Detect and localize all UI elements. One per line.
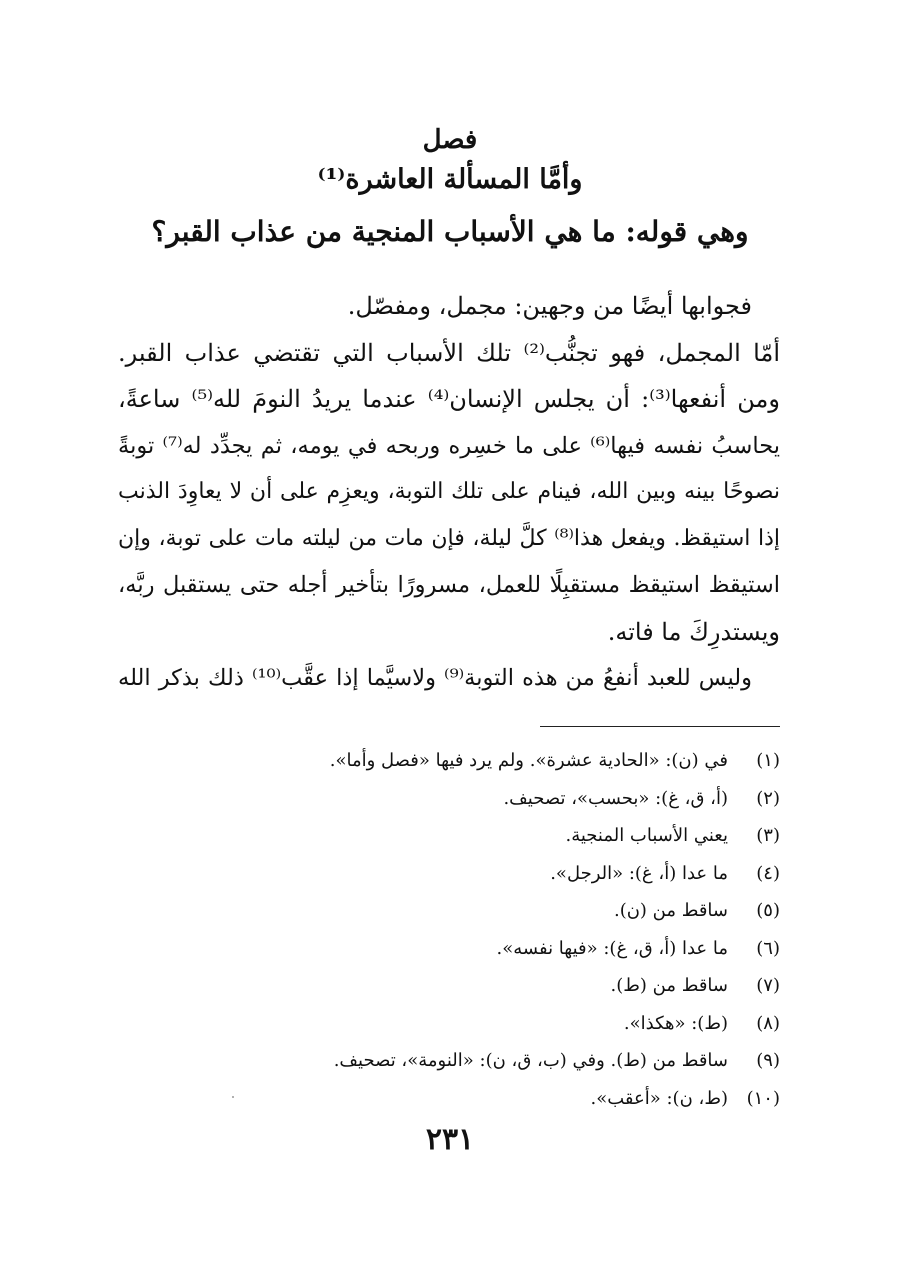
footnote-number: (٧) (756, 975, 780, 996)
footnote-text: (أ، ق، غ): «بحسب»، تصحيف. (503, 787, 728, 809)
paragraph-line: أمّا المجمل، فهو تجنُّب⁽²⁾ تلك الأسباب التي تقتضي عذاب القبر. (118, 338, 780, 367)
footnote-item (160, 1005, 780, 1043)
paragraph-line: نصوحًا بينه وبين الله، فينام على تلك التوبة، ويعزِم على أن لا يعاوِدَ الذنب (118, 479, 780, 504)
paragraph-line: وليس للعبد أنفعُ من هذه التوبة⁽⁹⁾ ولاسيَّما إذا عقَّب⁽¹⁰⁾ ذلك بذكر الله (118, 665, 752, 691)
footnote-text: في (ن): «الحادية عشرة». ولم يرد فيها «فصل وأما». (329, 750, 728, 771)
footnote-text: ساقط من (ط). (610, 975, 728, 996)
footnote-text: ما عدا (أ، ق، غ): «فيها نفسه». (496, 937, 728, 959)
footnote-item (160, 930, 780, 968)
footnote-item (160, 967, 780, 1005)
paragraph-line: ويستدرِكَ ما فاته. (607, 617, 780, 646)
footnote-item (160, 855, 780, 893)
section-heading: فصل (422, 125, 478, 155)
paragraph-line: ومن أنفعها⁽³⁾: أن يجلس الإنسان⁽⁴⁾ عندما يريدُ النومَ لله⁽⁵⁾ ساعةً، (118, 385, 780, 413)
footnote-number: (١٠) (746, 1087, 780, 1109)
footnote-item (160, 1042, 780, 1080)
body-text (118, 283, 780, 702)
scan-speck (232, 1096, 234, 1098)
footnote-number: (٦) (756, 937, 780, 959)
question-heading: وهي قوله: ما هي الأسباب المنجية من عذاب القبر؟ (151, 215, 749, 248)
footnote-text: يعني الأسباب المنجية. (565, 825, 728, 846)
footnote-text: ما عدا (أ، غ): «الرجل». (550, 862, 728, 884)
footnote-number: (٢) (756, 787, 780, 809)
footnote-item (160, 1080, 780, 1118)
footnote-number: (٥) (756, 900, 780, 921)
footnote-item (160, 892, 780, 930)
footnote-number: (٤) (756, 862, 780, 884)
footnote-item (160, 742, 780, 780)
paragraph-line: فجوابها أيضًا من وجهين: مجمل، ومفصّل. (347, 292, 752, 320)
footnote-separator (540, 726, 780, 727)
page-number: ٢٣١ (425, 1122, 475, 1157)
footnote-number: (٩) (756, 1050, 780, 1071)
paragraph-line: إذا استيقظ. ويفعل هذا⁽⁸⁾ كلَّ ليلة، فإن مات من ليلته مات على توبة، وإن (118, 525, 780, 551)
chapter-subtitle: وأمَّا المسألة العاشرة⁽¹⁾ (317, 164, 583, 195)
footnote-text: (ط، ن): «أعقب». (590, 1087, 728, 1109)
footnote-number: (١) (756, 750, 780, 771)
paragraph-line: يحاسبُ نفسه فيها⁽⁶⁾ على ما خسِره وربحه في يومه، ثم يجدِّد له⁽⁷⁾ توبةً (118, 432, 780, 459)
footnote-item (160, 817, 780, 855)
footnote-text: ساقط من (ط). وفي (ب، ق، ن): «النومة»، تصحيف. (333, 1050, 728, 1071)
paragraph-line: استيقظ استيقظ مستقبِلًا للعمل، مسرورًا بتأخير أجله حتى يستقبل ربَّه، (118, 572, 780, 598)
footnote-item (160, 780, 780, 818)
footnote-text: (ط): «هكذا». (623, 1012, 728, 1034)
footnote-number: (٣) (756, 825, 780, 846)
footnotes (160, 742, 780, 1117)
footnote-number: (٨) (756, 1012, 780, 1034)
footnote-text: ساقط من (ن). (613, 900, 728, 921)
